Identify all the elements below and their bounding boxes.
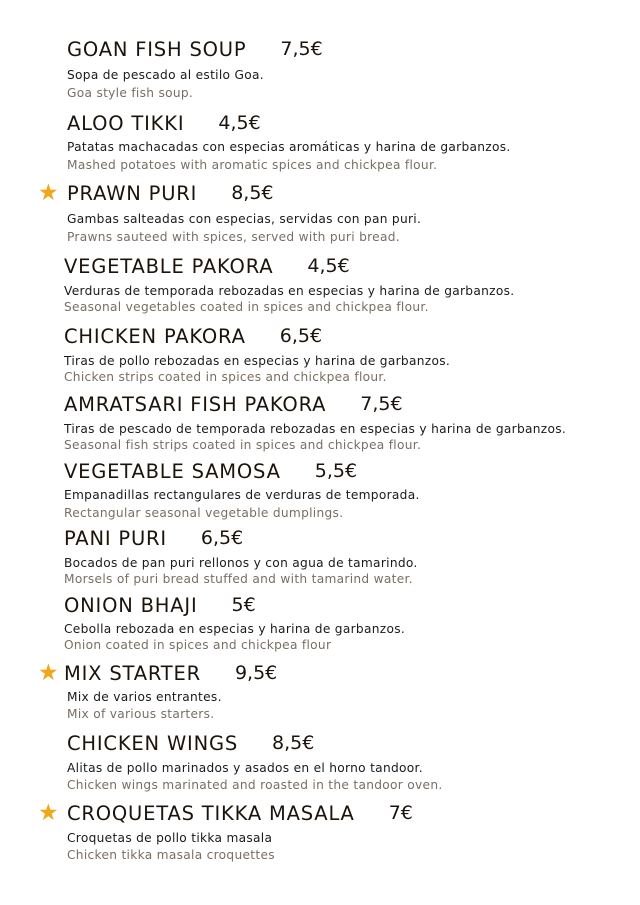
menu-item-price: 5,5€ xyxy=(314,460,358,482)
menu-item-description-es: Tiras de pollo rebozadas en especias y harina de garbanzos. xyxy=(64,354,451,368)
menu-item-price: 6,5€ xyxy=(279,325,323,347)
menu-item-name: MIX STARTER xyxy=(64,661,201,685)
menu-item-description-en: Mashed potatoes with aromatic spices and chickpea flour. xyxy=(67,158,438,172)
menu-item-description-en: Morsels of puri bread stuffed and with tamarind water. xyxy=(64,572,413,586)
menu-item-description-en: Seasonal vegetables coated in spices and chickpea flour. xyxy=(64,300,429,314)
menu-item-name: AMRATSARI FISH PAKORA xyxy=(64,392,327,416)
menu-item-description-en: Chicken wings marinated and roasted in the tandoor oven. xyxy=(67,778,443,792)
menu-item-description-en: Prawns sauteed with spices, served with puri bread. xyxy=(67,230,400,244)
menu-item-title-row xyxy=(67,798,413,828)
menu-item-description-es: Alitas de pollo marinados y asados en el horno tandoor. xyxy=(67,761,423,775)
menu-item-description-es: Patatas machacadas con especias aromáticas y harina de garbanzos. xyxy=(67,140,511,154)
menu-item-title-row xyxy=(67,34,323,64)
menu-item-price: 6,5€ xyxy=(200,527,244,549)
menu-item-description-en: Seasonal fish strips coated in spices and chickpea flour. xyxy=(64,438,422,452)
menu-item-title-row xyxy=(64,523,243,553)
menu-item-price: 7,5€ xyxy=(280,38,323,60)
menu-item-description-es: Sopa de pescado al estilo Goa. xyxy=(67,68,264,82)
menu-item-price: 7,5€ xyxy=(360,393,403,415)
menu-item-price: 8,5€ xyxy=(231,182,274,204)
menu-item-name: ONION BHAJI xyxy=(64,593,198,617)
menu-item-name: CHICKEN PAKORA xyxy=(64,324,246,348)
menu-item-title-row xyxy=(64,321,322,351)
menu-item-name: CROQUETAS TIKKA MASALA xyxy=(67,801,355,825)
menu-item-title-row xyxy=(64,456,357,486)
star-icon: ★ xyxy=(38,180,59,206)
menu-item-description-en: Rectangular seasonal vegetable dumplings. xyxy=(64,506,344,520)
menu-item-description-es: Gambas salteadas con especias, servidas con pan puri. xyxy=(67,212,422,226)
menu-item-description-en: Goa style fish soup. xyxy=(67,86,194,100)
menu-item-name: ALOO TIKKI xyxy=(67,111,185,135)
menu-item-price: 8,5€ xyxy=(272,732,315,754)
menu-item-title-row xyxy=(67,728,314,758)
menu-item-description-es: Cebolla rebozada en especias y harina de garbanzos. xyxy=(64,622,406,636)
menu-item-name: PANI PURI xyxy=(64,526,167,550)
menu-item-price: 4,5€ xyxy=(307,255,350,277)
menu-item-title-row xyxy=(64,658,277,688)
menu-item-description-es: Tiras de pescado de temporada rebozadas en especias y harina de garbanzos. xyxy=(64,422,567,436)
menu-item-description-en: Mix of various starters. xyxy=(67,707,215,721)
menu-item-name: GOAN FISH SOUP xyxy=(67,37,247,61)
menu-item-price: 9,5€ xyxy=(234,662,278,684)
menu-item-name: CHICKEN WINGS xyxy=(67,731,239,755)
menu-item-description-en: Onion coated in spices and chickpea flour xyxy=(64,638,332,652)
menu-item-description-en: Chicken strips coated in spices and chickpea flour. xyxy=(64,370,387,384)
menu-item-title-row xyxy=(67,178,274,208)
menu-item-price: 4,5€ xyxy=(218,112,261,134)
menu-item-name: PRAWN PURI xyxy=(67,181,198,205)
menu-item-title-row xyxy=(67,108,261,138)
menu-item-name: VEGETABLE PAKORA xyxy=(64,254,274,278)
menu-item-description-es: Croquetas de pollo tikka masala xyxy=(67,831,273,845)
menu-item-description-en: Chicken tikka masala croquettes xyxy=(67,848,275,862)
menu-item-title-row xyxy=(64,251,350,281)
menu-item-description-es: Mix de varios entrantes. xyxy=(67,690,222,704)
menu-item-description-es: Verduras de temporada rebozadas en especias y harina de garbanzos. xyxy=(64,284,515,298)
menu-item-name: VEGETABLE SAMOSA xyxy=(64,459,281,483)
menu-item-title-row xyxy=(64,389,403,419)
star-icon: ★ xyxy=(38,660,59,686)
menu-item-description-es: Bocados de pan puri rellonos y con agua de tamarindo. xyxy=(64,556,418,570)
star-icon: ★ xyxy=(38,800,59,826)
menu-item-price: 7€ xyxy=(388,802,413,824)
menu-item-description-es: Empanadillas rectangulares de verduras de temporada. xyxy=(64,488,420,502)
menu-item-price: 5€ xyxy=(231,594,256,616)
menu-item-title-row xyxy=(64,590,256,620)
